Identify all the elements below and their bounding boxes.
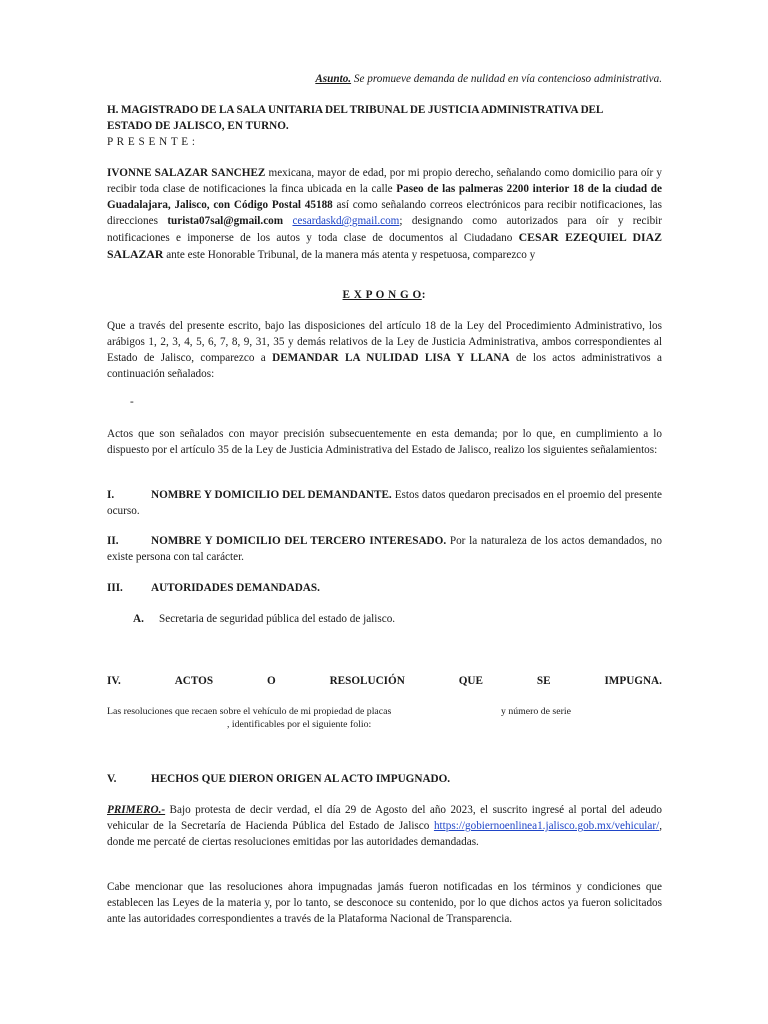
demand-bold: DEMANDAR LA NULIDAD LISA Y LLANA: [272, 352, 510, 364]
demand-text-2: de los actos administrativos a continuación señalados:: [107, 352, 662, 380]
cabe-paragraph: Cabe mencionar que las resoluciones ahora impugnadas jamás fueron notificadas en los términos y condiciones que establecen las Leyes de la materia y, por lo tanto, se desconoce su contenido, por lo que dichos actos ya fueron solicitados ante las autoridades correspondientes a través de la Plataforma Nacional de Transparencia.: [107, 881, 662, 925]
section-4-word-4: QUE: [458, 675, 483, 687]
section-3-title: AUTORIDADES DEMANDADAS.: [151, 582, 320, 594]
expongo-colon: :: [421, 289, 426, 301]
section-3-item-text: Secretaria de seguridad pública del estado de jalisco.: [159, 613, 396, 625]
section-2-number: II.: [107, 535, 119, 547]
acts-list-dash: -: [130, 396, 134, 408]
primero-paragraph: [107, 802, 662, 850]
presente-label: P R E S E N T E :: [107, 136, 196, 148]
plaintiff-name: IVONNE SALAZAR SANCHEZ: [107, 167, 266, 179]
section-2-text: Por la naturaleza de los actos demandados, no existe persona con tal carácter.: [107, 535, 662, 563]
section-1-title: NOMBRE Y DOMICILIO DEL DEMANDANTE.: [151, 489, 392, 501]
section-3-item: [133, 611, 395, 627]
email-2-link[interactable]: cesardaskd@gmail.com: [292, 215, 400, 227]
section-2: [107, 533, 662, 565]
intro-text-3: ; designando como autorizados para oír y recibir notificaciones e imponerse de los autos y toda clase de documentos al Ciudadano: [107, 215, 663, 244]
section-4-word-1: ACTOS: [174, 675, 214, 687]
plaintiff-address: Paseo de las palmeras 2200 interior 18 de la ciudad de Guadalajara, Jalisco, con Código Postal 45188: [107, 183, 662, 211]
section-4-line-1a: Las resoluciones que recaen sobre el vehículo de mi propiedad de placas: [107, 706, 392, 717]
email-1: turista07sal@gmail.com: [167, 215, 284, 227]
subject-text: Se promueve demanda de nulidad en vía contencioso administrativa.: [351, 73, 662, 85]
section-4-number: IV.: [107, 675, 121, 687]
section-5-title: HECHOS QUE DIERON ORIGEN AL ACTO IMPUGNADO.: [151, 773, 451, 785]
section-4-word-3: RESOLUCIÓN: [329, 675, 405, 687]
section-3-item-label: A.: [133, 613, 144, 625]
section-4-line-2: , identificables por el siguiente folio:: [227, 719, 372, 730]
section-1-number: I.: [107, 489, 115, 501]
addressee-line-1: H. MAGISTRADO DE LA SALA UNITARIA DEL TRIBUNAL DE JUSTICIA ADMINISTRATIVA DEL: [107, 104, 604, 116]
acts-paragraph: Actos que son señalados con mayor precisión subsecuentemente en esta demanda; por lo que, en cumplimiento a lo dispuesto por el artículo 35 de la Ley de Justicia Administrativa del Estado de Jalisco, realizo los siguientes señalamientos:: [107, 428, 662, 456]
primero-text-2: , donde me percaté de ciertas resoluciones emitidas por las autoridades demandadas.: [107, 820, 662, 848]
primero-label: PRIMERO.-: [107, 804, 166, 816]
intro-text-1: mexicana, mayor de edad, por mi propio derecho, señalando como domicilio para oír y recibir toda clase de notificaciones la finca ubicada en la calle: [107, 167, 662, 195]
section-5: [107, 771, 662, 787]
section-4-word-2: O: [266, 675, 276, 687]
section-1: [107, 487, 662, 519]
intro-text-4: ante este Honorable Tribunal, de la manera más atenta y respetuosa, comparezco y: [163, 249, 536, 261]
addressee-heading: [107, 102, 662, 134]
authorized-person: CESAR EZEQUIEL DIAZ SALAZAR: [107, 230, 662, 261]
section-3-number: III.: [107, 582, 123, 594]
section-5-number: V.: [107, 773, 117, 785]
section-4-heading: [107, 673, 662, 689]
subject-line: [315, 71, 662, 87]
section-4-word-6: IMPUGNA.: [604, 675, 662, 687]
primero-text-1: Bajo protesta de decir verdad, el día 29 de Agosto del año 2023, el suscrito ingresé al portal del adeudo vehicular de la Secretaría de Hacienda Pública del Estado de Jalisco: [107, 804, 662, 832]
section-4-line-1b: y número de serie: [501, 706, 571, 717]
subject-label: Asunto.: [315, 73, 352, 85]
portal-link[interactable]: https://gobiernoenlinea1.jalisco.gob.mx/vehicular/: [433, 820, 660, 832]
intro-paragraph: [107, 165, 662, 263]
expongo-heading: [0, 287, 768, 303]
expongo-title: E X P O N G O: [342, 289, 422, 301]
section-3: [107, 580, 662, 596]
addressee-line-2: ESTADO DE JALISCO, EN TURNO.: [107, 120, 289, 132]
section-4-word-5: SE: [536, 675, 551, 687]
section-1-text: Estos datos quedaron precisados en el proemio del presente ocurso.: [107, 489, 662, 517]
demand-text-1: Que a través del presente escrito, bajo las disposiciones del artículo 18 de la Ley del Procedimiento Administrativo, los arábigos 1, 2, 3, 4, 5, 6, 7, 8, 9, 31, 35 y demás relativos de la Ley de Justicia Administrativa, ambos correspondientes al Estado de Jalisco, comparezco a: [107, 320, 662, 364]
intro-text-2: así como señalando correos electrónicos para recibir notificaciones, las direcciones: [107, 199, 662, 227]
section-2-title: NOMBRE Y DOMICILIO DEL TERCERO INTERESADO.: [151, 535, 447, 547]
demand-paragraph: [107, 318, 662, 382]
